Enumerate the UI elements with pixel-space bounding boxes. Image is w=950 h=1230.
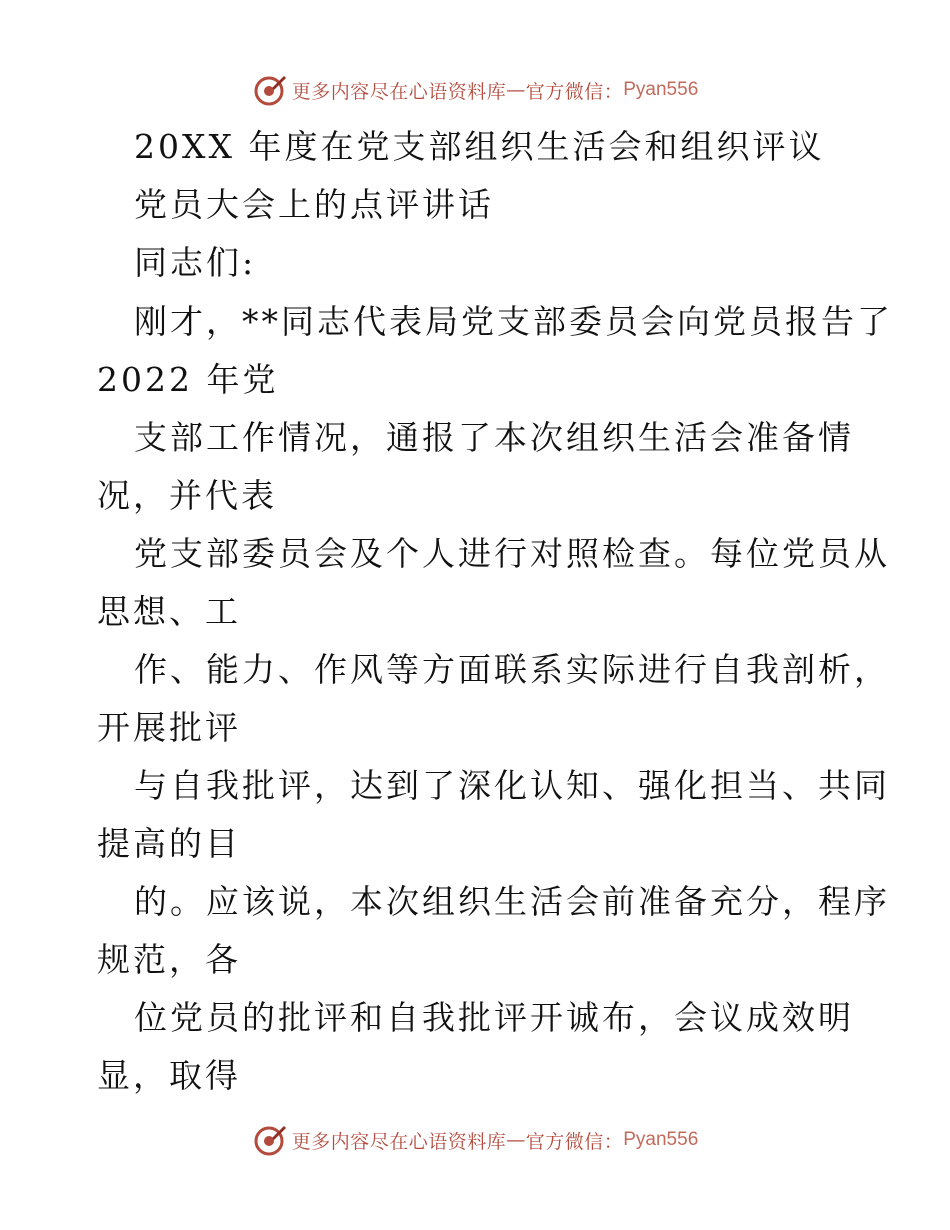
banner-separator: — bbox=[506, 1129, 526, 1151]
body-line: 支部工作情况，通报了本次组织生活会准备情 bbox=[134, 418, 854, 457]
banner-separator: — bbox=[506, 79, 526, 101]
body-line: 况，并代表 bbox=[97, 476, 277, 515]
body-line: 位党员的批评和自我批评开诚布，会议成效明 bbox=[134, 998, 854, 1037]
quill-logo-icon bbox=[252, 72, 288, 108]
body-line: 思想、工 bbox=[97, 592, 241, 631]
banner-text: 更多内容尽在心语资料库 bbox=[291, 1130, 507, 1153]
body-line: 开展批评 bbox=[97, 708, 241, 747]
body-line: 党支部委员会及个人进行对照检查。每位党员从 bbox=[134, 534, 890, 573]
body-line: 刚才，**同志代表局党支部委员会向党员报告了 bbox=[134, 302, 893, 341]
quill-logo-icon bbox=[252, 1122, 288, 1158]
document-title-line-1: 20XX 年度在党支部组织生活会和组织评议 bbox=[134, 127, 825, 166]
banner-wechat-label: 官方微信： bbox=[525, 1130, 624, 1153]
body-line: 作、能力、作风等方面联系实际进行自我剖析， bbox=[134, 650, 890, 689]
salutation: 同志们: bbox=[134, 243, 257, 282]
body-line: 显，取得 bbox=[97, 1056, 241, 1095]
banner-text: 更多内容尽在心语资料库 bbox=[291, 80, 507, 103]
body-line: 规范，各 bbox=[97, 940, 241, 979]
banner-wechat-label: 官方微信： bbox=[525, 80, 624, 103]
document-title-line-2: 党员大会上的点评讲话 bbox=[134, 185, 494, 224]
body-line: 与自我批评，达到了深化认知、强化担当、共同 bbox=[134, 766, 890, 805]
header-banner bbox=[0, 70, 950, 110]
body-line: 提高的目 bbox=[97, 824, 241, 863]
body-line: 的。应该说，本次组织生活会前准备充分，程序 bbox=[134, 882, 890, 921]
body-line: 2022 年党 bbox=[97, 360, 279, 399]
banner-wechat-id: Pyan556 bbox=[623, 79, 699, 100]
banner-wechat-id: Pyan556 bbox=[623, 1129, 699, 1150]
footer-banner bbox=[0, 1120, 950, 1160]
